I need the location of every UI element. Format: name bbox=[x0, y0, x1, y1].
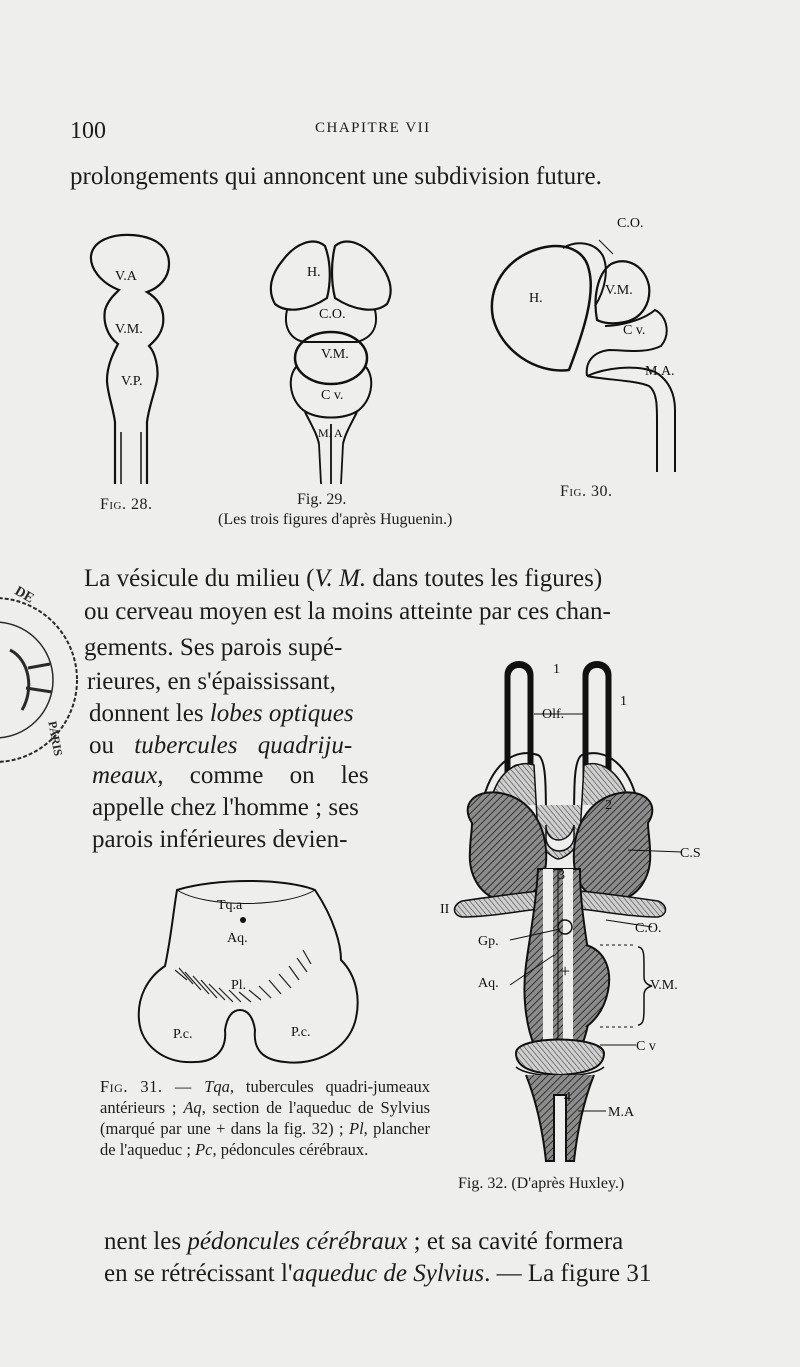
fig32-label-vm: V.M. bbox=[650, 978, 678, 993]
fig32-hemisphere-left bbox=[468, 792, 547, 901]
fig32-medulla bbox=[526, 1075, 594, 1161]
fig32-cerebellum bbox=[516, 1040, 604, 1076]
fig32-label-olf: Olf. bbox=[542, 707, 565, 722]
fig30-label-ma: M.A. bbox=[645, 364, 675, 379]
fig29-label-co: C.O. bbox=[319, 307, 346, 322]
fig31-hatching bbox=[175, 950, 311, 1002]
figure-29 bbox=[265, 234, 400, 486]
p1-line-3: gements. Ses parois supé- bbox=[84, 634, 343, 661]
running-head bbox=[70, 118, 730, 152]
fig29-label-h: H. bbox=[307, 265, 321, 280]
p1-line-9: parois inférieures devien- bbox=[92, 826, 348, 853]
intro-line: prolongements qui annoncent une subdivision future. bbox=[70, 163, 602, 190]
fig31-label-tqa: Tq.a bbox=[217, 898, 243, 913]
fig30-caption: Fig. 30. bbox=[560, 483, 613, 500]
library-stamp bbox=[0, 580, 85, 780]
svg-text:PARIS: PARIS bbox=[45, 719, 66, 758]
fig30-label-h: H. bbox=[529, 291, 543, 306]
fig28-caption: Fig. 28. bbox=[100, 496, 153, 513]
p1-line-7: meaux, comme on les bbox=[92, 762, 369, 789]
page-number: 100 bbox=[70, 118, 106, 144]
fig32-caption: Fig. 32. (D'après Huxley.) bbox=[458, 1175, 625, 1192]
fig28-label-va: V.A bbox=[115, 269, 137, 284]
figs-source-caption: (Les trois figures d'après Huguenin.) bbox=[218, 511, 453, 528]
p2-line-1: nent les pédoncules cérébraux ; et sa cavité formera bbox=[104, 1228, 624, 1255]
fig32-label-cv: C v bbox=[636, 1039, 656, 1054]
fig29-label-ma: M. A bbox=[318, 426, 343, 440]
svg-text:DE: DE bbox=[11, 583, 37, 607]
fig31-label-aq: Aq. bbox=[227, 931, 248, 946]
fig32-label-ii: II bbox=[440, 902, 450, 917]
fig32-label-4: 4 bbox=[564, 1090, 571, 1105]
fig32-hemisphere-right bbox=[574, 792, 653, 901]
figure-30 bbox=[485, 210, 685, 475]
figure-31 bbox=[135, 880, 365, 1070]
p2-line-2: en se rétrécissant l'aqueduc de Sylvius. — La figure 31 bbox=[104, 1260, 652, 1287]
fig31-outline bbox=[139, 881, 358, 1063]
fig32-label-gp: Gp. bbox=[478, 934, 499, 949]
fig32-label-plus: + bbox=[560, 961, 571, 981]
p1-line-2: ou cerveau moyen est la moins atteinte par ces chan- bbox=[84, 598, 611, 625]
fig31-label-pc-left: P.c. bbox=[173, 1027, 193, 1042]
p1-line-5: donnent les lobes optiques bbox=[89, 700, 354, 727]
fig32-label-2: 2 bbox=[605, 798, 612, 813]
fig32-label-aq: Aq. bbox=[478, 976, 499, 991]
p1-line-1: La vésicule du milieu (V. M. dans toutes les figures) bbox=[84, 565, 603, 592]
fig29-label-cv: C v. bbox=[321, 388, 344, 403]
fig32-label-1b: 1 bbox=[620, 694, 627, 709]
p1-line-4: rieures, en s'épaississant, bbox=[87, 668, 336, 695]
fig31-caption: Fig. 31. — Tqa, tubercules quadri-jumeaux antérieurs ; Aq, section de l'aqueduc de Sylvius (marqué par une + dans la fig. 32) ; Pl, plancher de l'aqueduc ; Pc, pédoncules cérébraux. bbox=[100, 1077, 430, 1159]
fig32-label-cs: C.S bbox=[680, 846, 701, 861]
fig29-label-vm: V.M. bbox=[321, 347, 349, 362]
p1-line-8: appelle chez l'homme ; ses bbox=[92, 794, 359, 821]
fig32-label-1a: 1 bbox=[553, 662, 560, 677]
fig30-label-vm: V.M. bbox=[605, 283, 633, 298]
p1-line-6: ou tubercules quadriju- bbox=[89, 732, 353, 759]
figure-32 bbox=[430, 655, 720, 1170]
fig31-label-pc-right: P.c. bbox=[291, 1025, 311, 1040]
chapter-title: CHAPITRE VII bbox=[315, 120, 431, 136]
fig29-left-hemisphere bbox=[271, 242, 330, 310]
fig32-label-ma: M.A bbox=[608, 1105, 635, 1120]
fig32-label-co: C.O. bbox=[635, 921, 662, 936]
figure-28 bbox=[85, 232, 185, 492]
fig29-right-hemisphere bbox=[332, 242, 391, 310]
fig30-label-cv: C v. bbox=[623, 323, 646, 338]
fig31-label-pl: Pl. bbox=[231, 978, 247, 993]
fig28-label-vp: V.P. bbox=[121, 374, 143, 389]
fig30-hemisphere bbox=[492, 246, 591, 370]
fig28-label-vm: V.M. bbox=[115, 322, 143, 337]
fig30-label-co: C.O. bbox=[617, 216, 644, 231]
fig32-label-3: 3 bbox=[558, 868, 565, 883]
fig29-caption: Fig. 29. bbox=[297, 491, 347, 508]
